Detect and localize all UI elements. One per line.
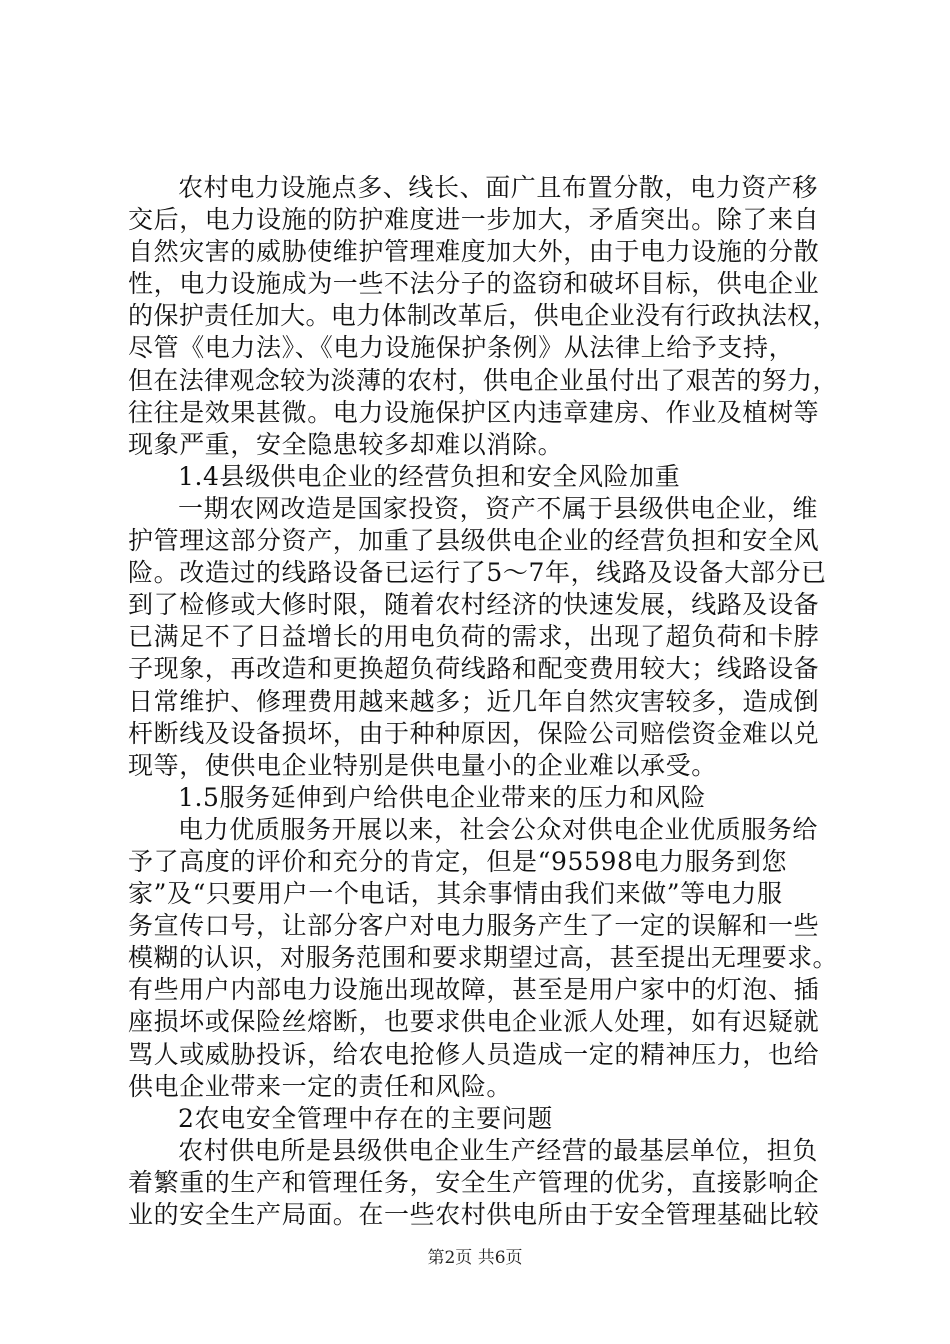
text-line: 但在法律观念较为淡薄的农村，供电企业虽付出了艰苦的努力， (128, 365, 838, 395)
text-line: 护管理这部分资产，加重了县级供电企业的经营负担和安全风 (128, 526, 820, 556)
text-line: 日常维护、修理费用越来越多；近几年自然灾害较多，造成倒 (128, 686, 820, 716)
text-line: 2农电安全管理中存在的主要问题 (178, 1103, 553, 1133)
document-body (128, 172, 838, 1231)
text-line: 子现象，再改造和更换超负荷线路和配变费用较大；线路设备 (128, 654, 820, 684)
text-line: 1.5服务延伸到户给供电企业带来的压力和风险 (178, 782, 706, 812)
text-line: 现等，使供电企业特别是供电量小的企业难以承受。 (128, 750, 717, 780)
text-line: 家”及“只要用户一个电话，其余事情由我们来做”等电力服 (128, 879, 783, 909)
text-line: 模糊的认识，对服务范围和要求期望过高，甚至提出无理要求。 (128, 943, 838, 973)
text-line: 座损坏或保险丝熔断，也要求供电企业派人处理，如有迟疑就 (128, 1007, 820, 1037)
text-line: 予了高度的评价和充分的肯定，但是“95598电力服务到您 (128, 846, 788, 876)
text-line: 的保护责任加大。电力体制改革后，供电企业没有行政执法权， (128, 301, 838, 331)
page-footer: 第2页 共6页 (427, 1248, 523, 1268)
text-line: 农村供电所是县级供电企业生产经营的最基层单位，担负 (178, 1135, 819, 1165)
text-line: 电力优质服务开展以来，社会公众对供电企业优质服务给 (178, 814, 819, 844)
text-line: 供电企业带来一定的责任和风险。 (128, 1071, 513, 1101)
text-line: 1.4县级供电企业的经营负担和安全风险加重 (178, 461, 681, 491)
text-line: 到了检修或大修时限，随着农村经济的快速发展，线路及设备 (128, 590, 820, 620)
text-line: 务宣传口号，让部分客户对电力服务产生了一定的误解和一些 (128, 911, 820, 941)
text-line: 险。改造过的线路设备已运行了5～7年，线路及设备大部分已 (128, 558, 827, 588)
text-line: 有些用户内部电力设施出现故障，甚至是用户家中的灯泡、插 (128, 975, 820, 1005)
text-line: 农村电力设施点多、线长、面广且布置分散，电力资产移 (178, 173, 819, 202)
text-line: 业的安全生产局面。在一些农村供电所由于安全管理基础比较 (128, 1200, 820, 1229)
text-line: 尽管《电力法》、《电力设施保护条例》从法律上给予支持， (128, 333, 795, 363)
text-line: 已满足不了日益增长的用电负荷的需求，出现了超负荷和卡脖 (128, 622, 820, 652)
text-line: 交后，电力设施的防护难度进一步加大，矛盾突出。除了来自 (128, 205, 820, 235)
text-line: 一期农网改造是国家投资，资产不属于县级供电企业，维 (178, 493, 819, 523)
text-line: 性，电力设施成为一些不法分子的盗窃和破坏目标，供电企业 (128, 269, 820, 299)
text-line: 骂人或威胁投诉，给农电抢修人员造成一定的精神压力，也给 (128, 1039, 820, 1069)
text-line: 自然灾害的威胁使维护管理难度加大外，由于电力设施的分散 (128, 237, 820, 267)
text-line: 现象严重，安全隐患较多却难以消除。 (128, 429, 564, 459)
text-line: 杆断线及设备损坏，由于种种原因，保险公司赔偿资金难以兑 (128, 718, 820, 748)
text-line: 往往是效果甚微。电力设施保护区内违章建房、作业及植树等 (128, 397, 820, 427)
text-line: 着繁重的生产和管理任务，安全生产管理的优劣，直接影响企 (128, 1167, 820, 1197)
